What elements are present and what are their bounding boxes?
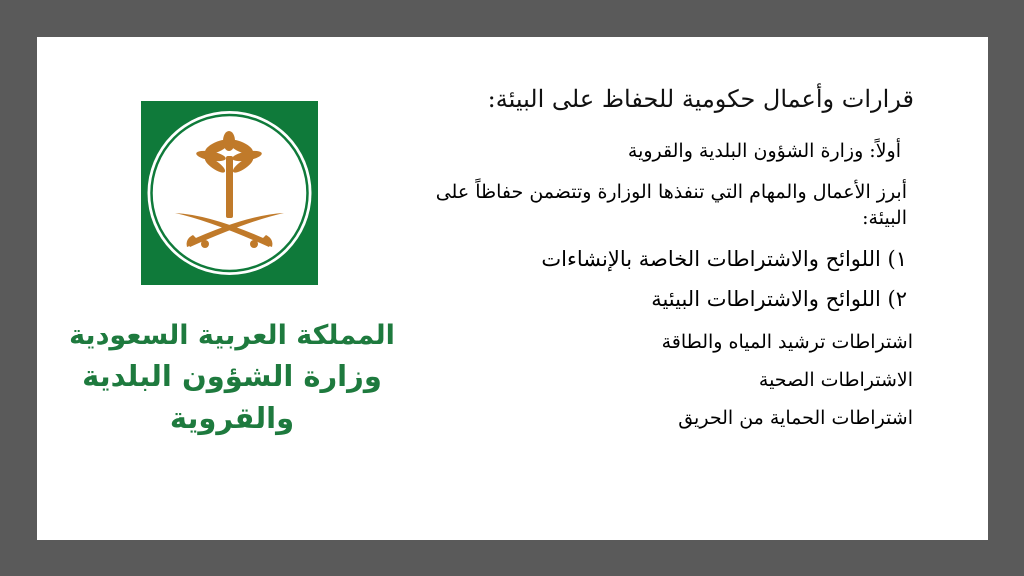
slide-title: قرارات وأعمال حكومية للحفاظ على البيئة: xyxy=(487,85,914,113)
ministry-heading: أولاً: وزارة الشؤون البلدية والقروية xyxy=(627,140,901,162)
list-item: ٢) اللوائح والاشتراطات البيئية xyxy=(651,287,907,311)
emblem-caption xyxy=(67,317,397,439)
emblem-logo xyxy=(141,101,318,285)
kingdom-name: المملكة العربية السعودية xyxy=(69,320,395,351)
requirement-item: الاشتراطات الصحية xyxy=(758,369,913,391)
ministry-name: وزارة الشؤون البلدية والقروية xyxy=(82,359,382,435)
intro-line: أبرز الأعمال والمهام التي تنفذها الوزارة وتتضمن حفاظاً على البيئة: xyxy=(435,181,907,229)
palm-swords-icon xyxy=(141,101,318,285)
slide xyxy=(37,37,988,540)
slide-content xyxy=(394,79,914,119)
ministry-section xyxy=(387,138,907,326)
list-item: ١) اللوائح والاشتراطات الخاصة بالإنشاءات xyxy=(541,247,907,271)
requirements-list xyxy=(413,329,913,443)
requirement-item: اشتراطات الحماية من الحريق xyxy=(678,407,913,429)
requirement-item: اشتراطات ترشيد المياه والطاقة xyxy=(661,331,913,353)
